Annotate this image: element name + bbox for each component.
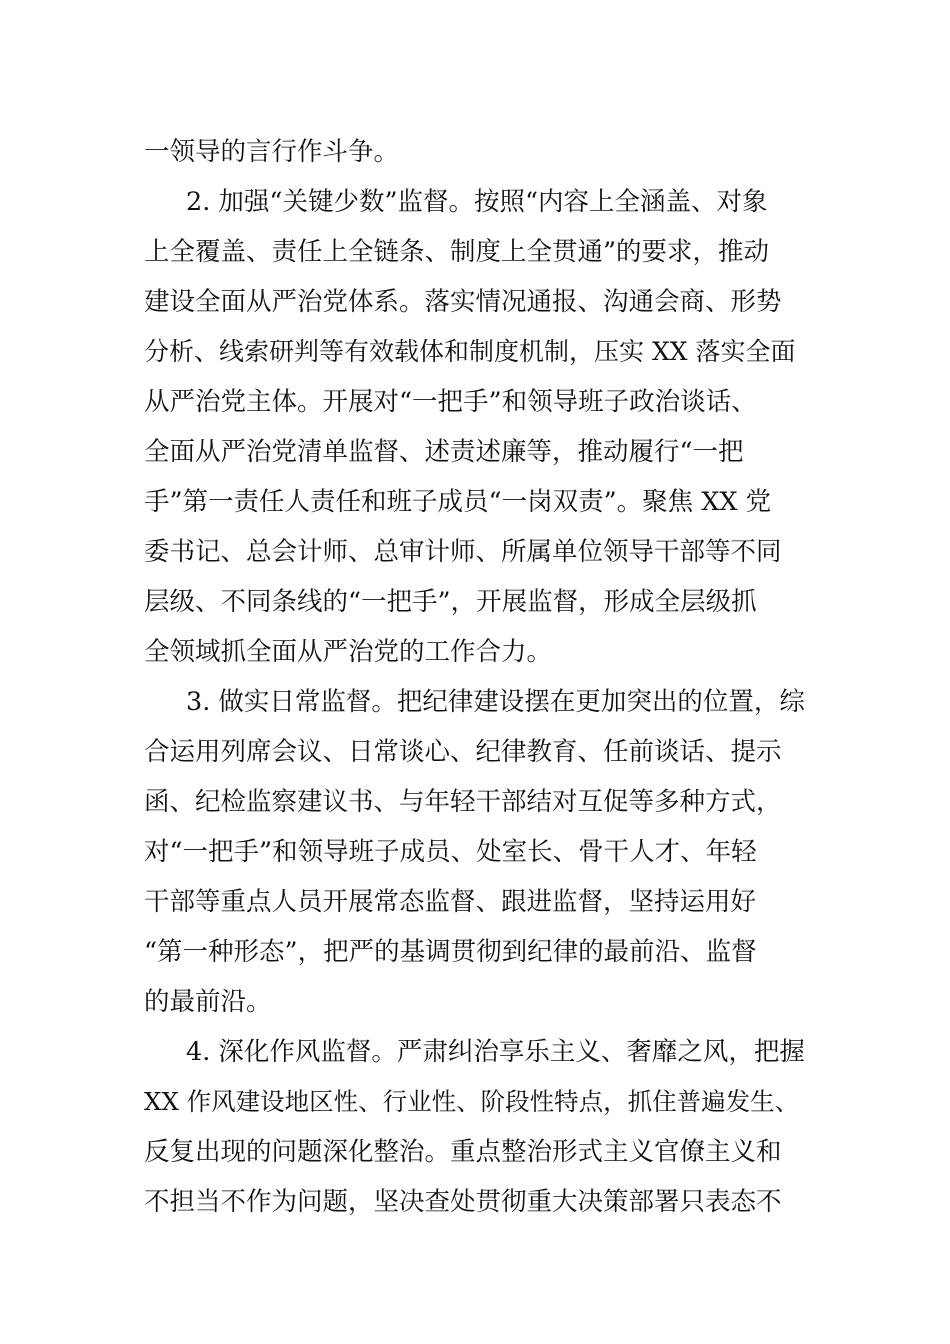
text-line: XX 作风建设地区性、行业性、阶段性特点，抓住普遍发生、 [144,1087,800,1116]
text-line: 全面从严治党清单监督、述责述廉等，推动履行“一把 [144,437,744,467]
text-line: “第一种形态”，把严的基调贯彻到纪律的最前沿、监督 [144,937,757,967]
paragraph-3-first-line: 3. 做实日常监督。把纪律建设摆在更加突出的位置，综 [186,687,805,717]
text-line: 合运用列席会议、日常谈心、纪律教育、任前谈话、提示 [144,737,782,767]
text-line: 对“一把手”和领导班子成员、处室长、骨干人才、年轻 [144,837,757,867]
text-line: 全领域抓全面从严治党的工作合力。 [144,637,553,667]
text-line: 反复出现的问题深化整治。重点整治形式主义官僚主义和 [144,1137,782,1167]
text-line: 不担当不作为问题，坚决查处贯彻重大决策部署只表态不 [144,1187,782,1217]
text-line: 层级、不同条线的“一把手”，开展监督，形成全层级抓 [144,587,757,617]
paragraph-4-first-line: 4. 深化作风监督。严肃纠治享乐主义、奢靡之风，把握 [186,1037,805,1067]
text-line: 干部等重点人员开展常态监督、跟进监督，坚持运用好 [144,887,757,917]
text-line: 一领导的言行作斗争。 [144,137,400,167]
text-line: 从严治党主体。开展对“一把手”和领导班子政治谈话、 [144,387,757,417]
text-line: 委书记、总会计师、总审计师、所属单位领导干部等不同 [144,537,782,567]
text-line: 的最前沿。 [144,987,272,1017]
text-line: 函、纪检监察建议书、与年轻干部结对互促等多种方式， [144,787,782,817]
paragraph-2-first-line: 2. 加强“关键少数”监督。按照“内容上全涵盖、对象 [186,187,768,217]
text-line: 上全覆盖、责任上全链条、制度上全贯通”的要求，推动 [144,237,770,267]
text-line: 分析、线索研判等有效载体和制度机制，压实 XX 落实全面 [144,337,796,366]
text-line: 建设全面从严治党体系。落实情况通报、沟通会商、形势 [144,287,782,317]
text-line: 手”第一责任人责任和班子成员“一岗双责”。聚焦 XX 党 [144,487,772,517]
